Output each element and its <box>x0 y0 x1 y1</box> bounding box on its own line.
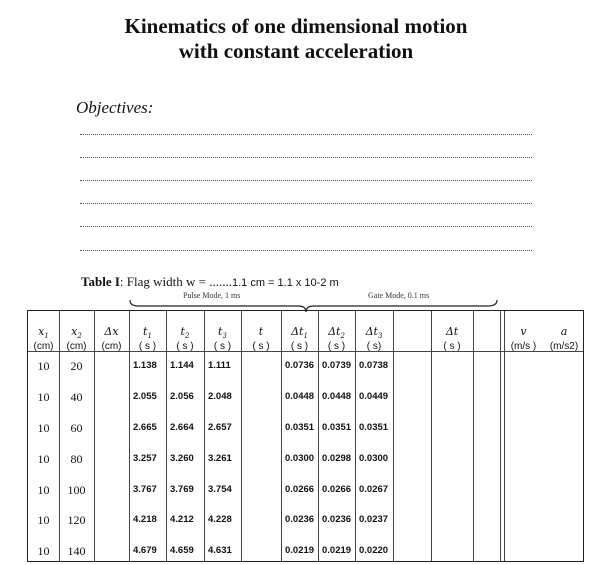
table-cell: 20 <box>70 359 83 373</box>
column-header-unit: ( s ) <box>138 341 157 352</box>
table-cell: 0.0351 <box>322 422 352 433</box>
column-header-unit: (m/s ) <box>510 341 537 352</box>
table-cell: 0.0351 <box>285 422 315 433</box>
table-cell: 0.0267 <box>359 484 389 495</box>
objectives-label: Objectives: <box>76 98 154 117</box>
column-header-unit: (cm) <box>66 341 87 352</box>
table-cell: 4.212 <box>170 514 194 525</box>
table-cell: 3.754 <box>208 484 232 495</box>
column-header-unit: ( s ) <box>176 341 194 352</box>
data-table <box>27 310 584 562</box>
column-divider <box>500 311 501 561</box>
table-cell: 2.055 <box>133 391 157 402</box>
column-header-unit: ( s) <box>366 341 382 352</box>
table-cell: 2.665 <box>133 422 157 433</box>
table-cell: 1.144 <box>170 360 194 371</box>
table-cell: 10 <box>37 513 50 527</box>
column-header-unit: (cm) <box>33 341 54 352</box>
table-cell: 2.048 <box>208 391 232 402</box>
table-cell: 10 <box>37 421 50 435</box>
table-cell: 4.659 <box>170 545 194 556</box>
table-cell: 0.0739 <box>322 360 352 371</box>
table-cell: 10 <box>37 483 50 497</box>
table-cell: 0.0736 <box>285 360 315 371</box>
column-header-unit: ( s ) <box>252 341 270 352</box>
column-header-symbol: Δt <box>445 325 459 338</box>
column-header-symbol: $t_1$ <box>143 325 152 341</box>
table-cell: 60 <box>70 421 83 435</box>
column-header-unit: (cm) <box>101 341 122 352</box>
table-cell: 4.679 <box>133 545 157 556</box>
title-line-1: Kinematics of one dimensional motion <box>124 14 468 38</box>
column-header-unit: ( s ) <box>443 341 461 352</box>
table-cell: 0.0236 <box>285 514 315 525</box>
column-header-symbol: v <box>520 325 527 338</box>
table-cell: 0.0266 <box>285 484 315 495</box>
table-cell: 1.138 <box>133 360 157 371</box>
table-cell: 10 <box>37 452 50 466</box>
pulse-mode-label: Pulse Mode, 1 ms <box>183 291 241 300</box>
table-cell: 0.0300 <box>359 453 389 464</box>
table-cell: 0.0266 <box>322 484 352 495</box>
table-cell: 3.257 <box>133 453 157 464</box>
caption-label: Table I <box>81 274 120 289</box>
table-cell: 4.228 <box>208 514 232 525</box>
column-header-unit: ( s ) <box>213 341 232 352</box>
table-cell: 0.0298 <box>322 453 352 464</box>
column-header-symbol: $x_1$ <box>38 325 49 341</box>
column-header-symbol: a <box>560 325 568 338</box>
table-cell: 0.0219 <box>322 545 352 556</box>
table-cell: 2.664 <box>170 422 194 433</box>
column-header-symbol: Δx <box>104 325 119 338</box>
column-divider <box>473 311 474 561</box>
column-header-symbol: $\Delta t_3$ <box>365 325 383 341</box>
column-divider <box>393 311 394 561</box>
table-cell: 3.260 <box>170 453 194 464</box>
column-header-unit: ( s ) <box>327 341 346 352</box>
table-cell: 0.0237 <box>359 514 389 525</box>
table-cell: 0.0219 <box>285 545 315 556</box>
gate-mode-label: Gate Mode, 0.1 ms <box>368 291 430 300</box>
column-header-unit: (m/s2) <box>549 341 579 352</box>
table-cell: 140 <box>67 544 86 558</box>
table-cell: 0.0220 <box>359 545 389 556</box>
caption-value: 1.1 cm = 1.1 x 10-2 m <box>231 277 339 289</box>
table-cell: 2.056 <box>170 391 194 402</box>
table-cell: 4.218 <box>133 514 157 525</box>
column-header-unit: ( s ) <box>290 341 309 352</box>
table-cell: 3.261 <box>208 453 232 464</box>
table-cell: 0.0449 <box>359 391 389 402</box>
table-cell: 100 <box>67 483 86 497</box>
column-header-symbol: $\Delta t_1$ <box>291 325 308 341</box>
table-cell: 2.657 <box>208 422 232 433</box>
table-cell: 1.111 <box>208 360 231 371</box>
table-cell: 4.631 <box>208 545 232 556</box>
table-cell: 0.0448 <box>285 391 315 402</box>
table-cell: 10 <box>37 544 50 558</box>
table-cell: 120 <box>67 513 86 527</box>
column-header-symbol: $x_2$ <box>71 325 82 341</box>
table-cell: 80 <box>70 452 83 466</box>
table-cell: 0.0236 <box>322 514 352 525</box>
table-cell: 0.0300 <box>285 453 315 464</box>
table-cell: 3.767 <box>133 484 157 495</box>
table-cell: 40 <box>70 390 83 404</box>
table-cell: 10 <box>37 359 50 373</box>
caption-text: : Flag width w = ....... <box>119 274 232 289</box>
column-header-symbol: $\Delta t_2$ <box>328 325 345 341</box>
title-line-2: with constant acceleration <box>178 39 414 63</box>
column-header-symbol: t <box>258 325 264 338</box>
table-cell: 0.0448 <box>322 391 352 402</box>
table-cell: 3.769 <box>170 484 194 495</box>
column-header-symbol: $t_2$ <box>180 325 190 341</box>
table-cell: 0.0738 <box>359 360 389 371</box>
table-cell: 10 <box>37 390 50 404</box>
column-header-symbol: $t_3$ <box>218 325 227 341</box>
table-cell: 0.0351 <box>359 422 389 433</box>
